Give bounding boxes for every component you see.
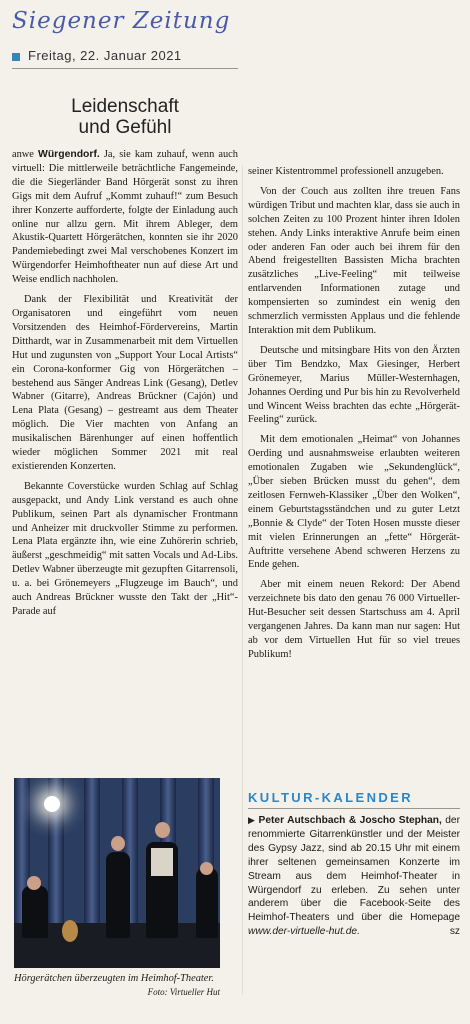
article-column-left <box>12 96 238 625</box>
article-paragraph: Bekannte Coverstücke wurden Schlag auf Schlag ausgepackt, und Andy Link verstand es auch ohne Publikum, seinen Part als dynamischer Frontmann und Anheizer mit druckvoller Stimme zu performen. Lena Plata ergänzte ihn, wie eine Zuhörerin schrieb, äußerst „geschmeidig“ mit satten Vocals und Ad-Libs. Detlev Wabner überzeugte mit gezupften Gitarrensoli, u. a. bei Grönemeyers „Flugzeuge im Bauch“, und auch Andreas Brückner wusste den Takt der „Hit“-Parade auf <box>12 480 238 617</box>
date-line <box>12 48 242 63</box>
author-signature: sz <box>449 926 460 938</box>
article-paragraph: seiner Kistentrommel professionell anzugeben. <box>248 166 444 177</box>
kultur-rule <box>248 808 460 809</box>
article-paragraph: Mit dem emotionalen „Heimat“ von Johannes Oerding und ausnahmsweise erlaubten weiteren emotionalen Zugaben wie „Sekundenglück“, „Über sieben Brücken musst du gehen“, dem zeitlosen Fernweh-Klassiker „Über den Wolken“, einem Geburtstagsständchen und zu guter Letzt „Bonnie & Clyde“ der Toten Hosen musste dieser mit vielen Erinnerungen an „fette“ Hörgerät-Auftritte versehene Abend schweren Herzens zu Ende gehen. <box>248 434 460 571</box>
band-photo <box>14 778 220 968</box>
event-description: der renommierte Gitarrenkünstler und der Meister des Gypsy Jazz, sind ab 20.15 Uhr mit einem ihrer seltenen gemeinsamen Konzerte im Stream aus dem Heimhof-Theater in Würgendorf zu erleben. Zu sehen unter anderem über die Facebook-Seite des Heimhof-Theaters und über die Homepage <box>248 815 460 924</box>
paragraph-text: Ja, sie kam zuhauf, wenn auch virtuell: Die mittlerweile beträchtliche Fangemeinde, die die Siegerländer Band Hörgerät sonst zu ihren Gigs mit dem Aufruf „Kommt zuhauf!“ zum Besuch ihrer Konzerte aufforderte, folgte der Einladung auch online nur allzu gern. Mit ihrem Ableger, dem Akustik-Quartett Hörgerätchen, konnten sie ihr 2020 Pandemiebedingt zwei Mal verschobenes Konzert im Würgendorfer Heimhoftheater nun auf diese Art und Weise endlich nachholen. <box>12 149 238 286</box>
article-paragraph: Dank der Flexibilität und Kreativität der Organisatoren und eingeführt vom neuen Vorsitzenden des Heimhof-Fördervereins, Martin Ditthardt, war in Zusammenarbeit mit dem Virtuellen Hut und zugunsten von „Support Your Local Artists“ ein Corona-konformer Gig von Hörgerätchen – bestehend aus Sänger Andreas Link (Gesang), Detlev Wabner (Gitarre), Andreas Brückner (Cajón) und Lena Plata (Gesang) – gestreamt aus dem Theater möglich. Die Vier machten von Anfang an musikalischen Bärenhunger auf einen hoffentlich wieder möglichen Sommer 2021 mit real existierenden Konzerten. <box>12 294 238 472</box>
event-artists: Peter Autschbach & Joscho Stephan, <box>258 815 442 826</box>
article-paragraph: Von der Couch aus zollten ihre treuen Fans würdigen Tribut und machten klar, dass sie auch in solchen Zeiten zu 100 Prozent hinter ihren Idolen stehen. Andy Links interaktive Anrufe beim einen oder anderen Fan oder auch bei ihrem für den Abend freigestellten Bassisten Micha brachten zusätzliches „Live-Feeling“ mit teilweise entlarvenden Informationen zutage und kompensierten so zumindest ein wenig den schmerzlich vermissten Applaus und die fehlende Interaktion mit dem Publikum. <box>248 185 460 336</box>
article-column-right <box>248 165 460 668</box>
author-initials: anwe <box>12 149 34 160</box>
square-bullet-icon <box>12 53 20 61</box>
kultur-kalender-entry <box>248 814 460 939</box>
photo-caption <box>14 972 220 999</box>
photo-credit: Foto: Virtueller Hut <box>147 986 220 997</box>
article-body-left <box>12 148 238 619</box>
headline-line-1: Leidenschaft <box>71 96 179 117</box>
header-rule <box>12 68 238 69</box>
dateline-place: Würgendorf. <box>38 149 100 160</box>
article-paragraph: Aber mit einem neuen Rekord: Der Abend verzeichnete bis dato den genau 76 000 Virtueller-Hut-Besucher seit dessen Startschuss am 4. April vergangenen Jahres. Da kann man nur sagen: Hut ab vor dem Virtuellen Hut für so viel treues Publikum! <box>248 579 460 660</box>
article-paragraph: Deutsche und mitsingbare Hits von den Ärzten über Tim Bendzko, Max Giesinger, Herbert Grönemeyer, Marius Müller-Westernhagen, Johannes Oerding und Pur bis hin zu Revolverheld und Wincent Weiss brachten das echte „Hörgerät-Feeling“ zurück. <box>248 344 460 426</box>
article-headline <box>12 96 238 138</box>
issue-date: Freitag, 22. Januar 2021 <box>28 48 182 63</box>
stage-light-icon <box>44 796 60 812</box>
headline-line-2: und Gefühl <box>78 117 172 138</box>
kultur-kalender-heading: KULTUR-KALENDER <box>248 790 414 805</box>
masthead: Siegener Zeitung <box>12 8 231 34</box>
article-body-right <box>248 165 460 662</box>
event-url: www.der-virtuelle-hut.de. <box>248 926 360 938</box>
triangle-bullet-icon: ▶ <box>248 815 256 825</box>
caption-text: Hörgerätchen überzeugten im Heimhof-Theater. <box>14 973 214 984</box>
column-divider <box>242 165 243 995</box>
article-paragraph <box>12 148 238 287</box>
